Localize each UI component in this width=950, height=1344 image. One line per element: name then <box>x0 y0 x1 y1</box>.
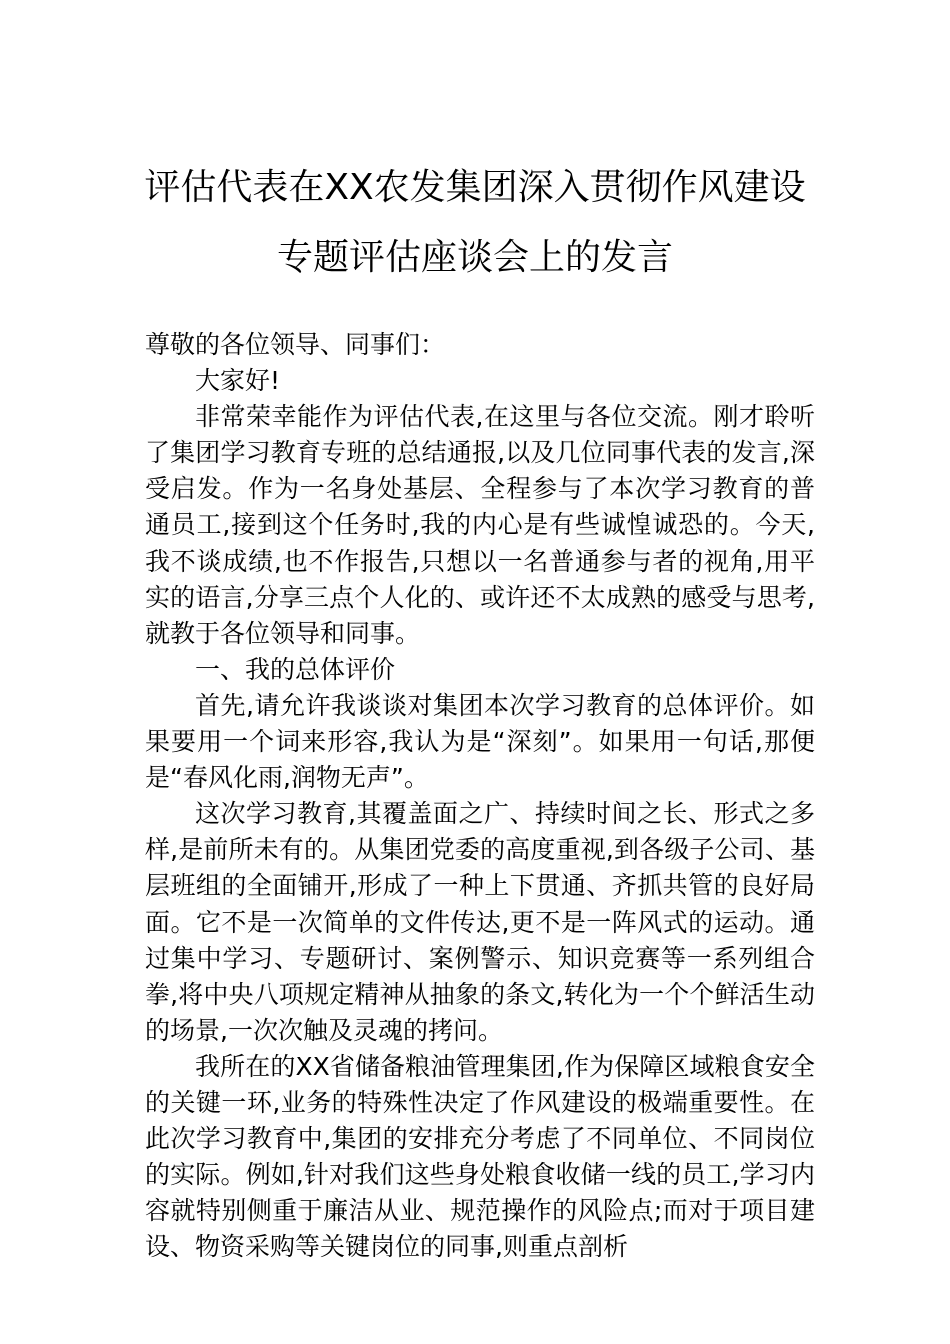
paragraph-intro: 非常荣幸能作为评估代表,在这里与各位交流。刚才聆听了集团学习教育专班的总结通报,以及几位同事代表的发言,深受启发。作为一名身处基层、全程参与了本次学习教育的普通员工,接到这个任务时,我的内心是有些诚惶诚恐的。今天,我不谈成绩,也不作报告,只想以一名普通参与者的视角,用平实的语言,分享三点个人化的、或许还不太成熟的感受与思考,就教于各位领导和同事。 <box>145 402 815 648</box>
paragraph-overall-evaluation: 首先,请允许我谈谈对集团本次学习教育的总体评价。如果要用一个词来形容,我认为是“深刻”。如果用一句话,那便是“春风化雨,润物无声”。 <box>145 690 815 793</box>
section-heading-1: 一、我的总体评价 <box>195 654 396 684</box>
document-body <box>145 327 815 1265</box>
paragraph-coverage: 这次学习教育,其覆盖面之广、持续时间之长、形式之多样,是前所未有的。从集团党委的高度重视,到各级子公司、基层班组的全面铺开,形成了一种上下贯通、齐抓共管的良好局面。它不是一次简单的文件传达,更不是一阵风式的运动。通过集中学习、专题研讨、案例警示、知识竞赛等一系列组合拳,将中央八项规定精神从抽象的条文,转化为一个个鲜活生动的场景,一次次触及灵魂的拷问。 <box>145 799 815 1045</box>
document-title-line-2: 专题评估座谈会上的发言 <box>276 237 673 278</box>
greeting: 大家好! <box>195 366 281 396</box>
document-title-line-1: 评估代表在XX农发集团深入贯彻作风建设 <box>144 167 806 208</box>
paragraph-company-practice: 我所在的XX省储备粮油管理集团,作为保障区域粮食安全的关键一环,业务的特殊性决定了作风建设的极端重要性。在此次学习教育中,集团的安排充分考虑了不同单位、不同岗位的实际。例如,针对我们这些身处粮食收储一线的员工,学习内容就特别侧重于廉洁从业、规范操作的风险点;而对于项目建设、物资采购等关键岗位的同事,则重点剖析 <box>145 1051 815 1262</box>
salutation: 尊敬的各位领导、同事们： <box>145 330 446 359</box>
